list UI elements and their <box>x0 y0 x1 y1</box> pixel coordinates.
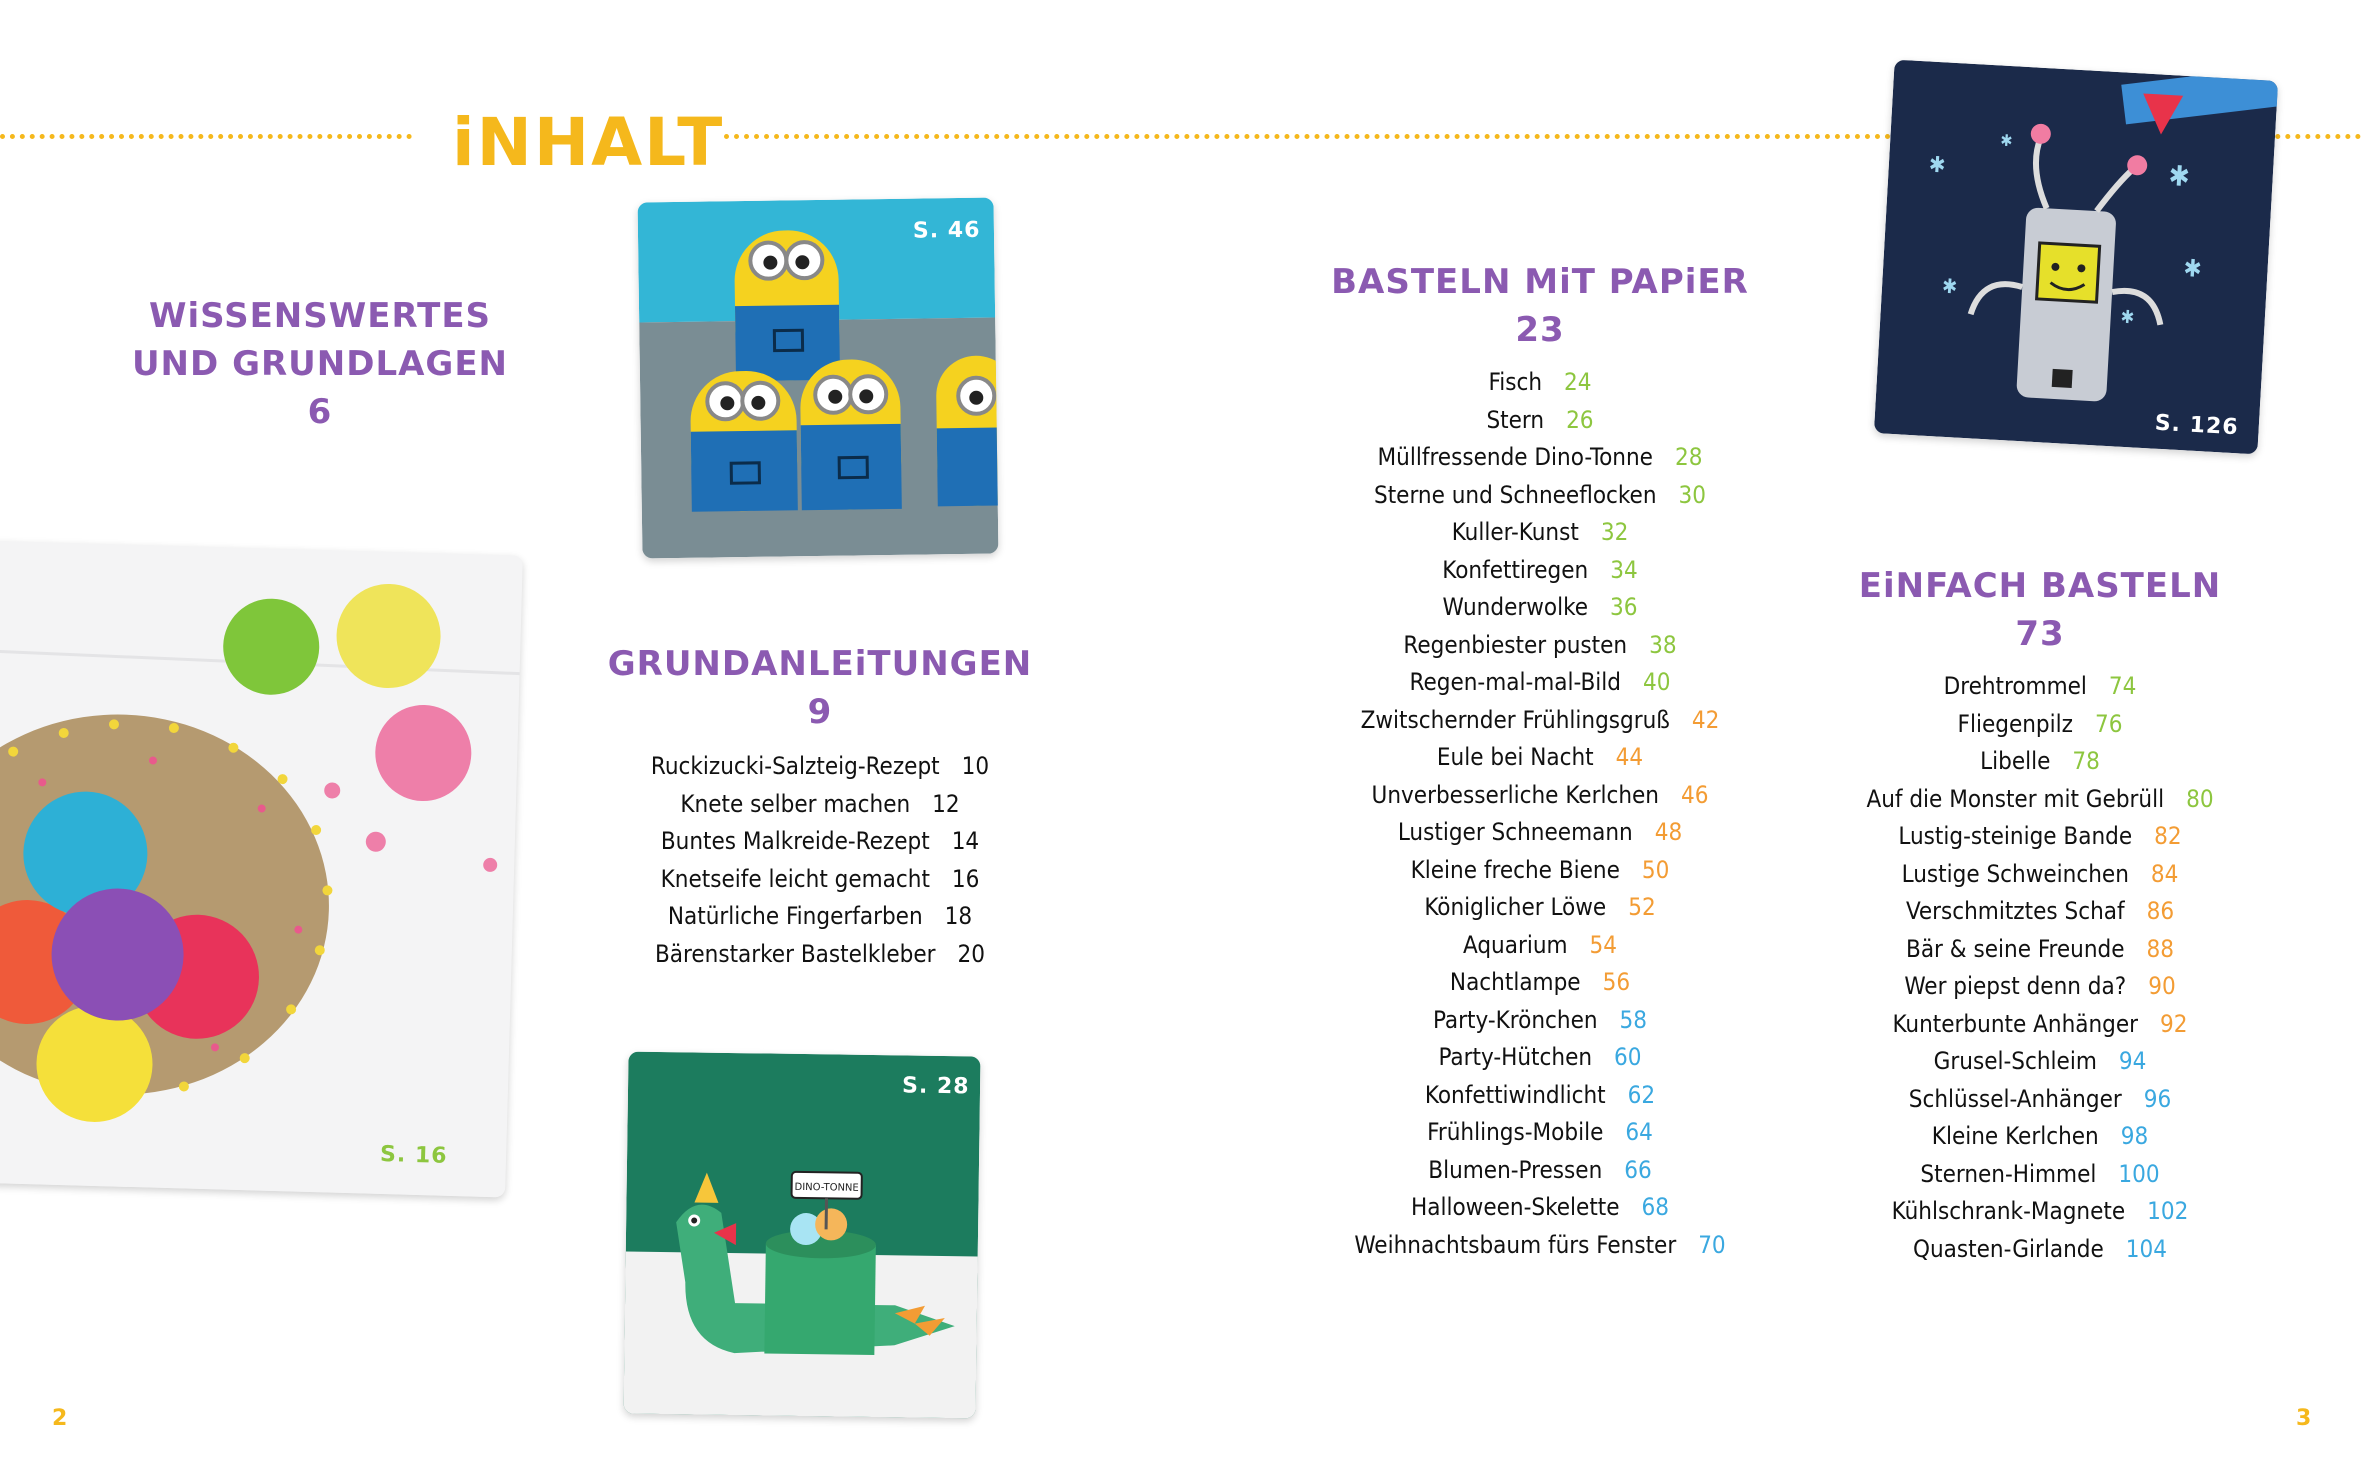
toc-entry <box>1840 968 2240 1006</box>
toc-entry <box>1840 1156 2240 1194</box>
toc-entry-label: Müllfressende Dino-Tonne <box>1377 443 1653 471</box>
toc-entry-label: Party-Hütchen <box>1438 1043 1593 1071</box>
photo-dough <box>0 541 523 1198</box>
toc-entry <box>1320 1114 1760 1152</box>
toc-entry-label: Weihnachtsbaum fürs Fenster <box>1354 1230 1677 1259</box>
toc-entry-label: Wunderwolke <box>1442 593 1589 621</box>
toc-entry <box>1320 702 1760 740</box>
toc-entry-page: 58 <box>1619 1005 1648 1034</box>
toc-entry <box>1840 893 2240 931</box>
toc-entry-page: 38 <box>1649 630 1677 659</box>
toc-entry-label: Quasten-Girlande <box>1913 1234 2104 1263</box>
toc-entry-page: 82 <box>2154 822 2182 850</box>
section-papier-heading <box>1320 258 1760 354</box>
toc-entry-page: 28 <box>1674 443 1703 471</box>
toc-entry-page: 48 <box>1654 818 1683 846</box>
toc-entry-label: Lustige Schweinchen <box>1901 859 2129 888</box>
toc-entry <box>1840 1006 2240 1044</box>
toc-entry-label: Konfettiregen <box>1442 555 1589 584</box>
toc-entry-page: 76 <box>2094 709 2123 738</box>
dino-sign-text: DINO-TONNE <box>794 1181 859 1194</box>
star-glyph: ✱ <box>2120 306 2135 329</box>
toc-entry <box>1320 1002 1760 1040</box>
section-einfach-list <box>1840 668 2240 1268</box>
toc-entry <box>620 898 1020 936</box>
toc-entry-label: Libelle <box>1980 747 2051 775</box>
toc-entry <box>620 861 1020 899</box>
dotted-rule-left <box>0 134 412 139</box>
toc-entry-label: Zwitschernder Frühlingsgruß <box>1360 705 1670 734</box>
star-glyph: ✱ <box>2167 159 2191 194</box>
photo-robot <box>1874 60 2278 455</box>
minions-illustration <box>638 198 999 559</box>
toc-entry-page: 66 <box>1624 1155 1652 1184</box>
toc-entry-page: 10 <box>961 752 990 780</box>
toc-entry-page: 42 <box>1691 705 1720 734</box>
toc-entry <box>1320 364 1760 402</box>
dino-illustration <box>623 1052 980 1419</box>
toc-entry-label: Party-Krönchen <box>1432 1005 1598 1034</box>
toc-entry <box>1320 477 1760 515</box>
toc-entry <box>1320 552 1760 590</box>
toc-entry-page: 62 <box>1627 1080 1656 1109</box>
toc-entry <box>1320 1152 1760 1190</box>
toc-entry-label: Kühlschrank-Magnete <box>1891 1197 2126 1225</box>
star-glyph: ✱ <box>1941 273 1958 299</box>
toc-entry-page: 26 <box>1566 405 1594 434</box>
toc-entry <box>1320 514 1760 552</box>
toc-entry-label: Konfettiwindlicht <box>1424 1080 1606 1109</box>
toc-entry-page: 14 <box>951 827 980 856</box>
toc-entry-label: Bär & seine Freunde <box>1906 934 2125 963</box>
photo-dino <box>623 1052 980 1419</box>
toc-entry-label: Schlüssel-Anhänger <box>1908 1084 2122 1113</box>
toc-entry-page: 86 <box>2146 897 2175 925</box>
toc-entry-page: 44 <box>1615 743 1644 771</box>
toc-entry-label: Wer piepst denn da? <box>1904 972 2127 1000</box>
toc-entry-page: 64 <box>1625 1118 1653 1146</box>
robot-illustration <box>1874 60 2278 455</box>
toc-entry <box>1840 781 2240 819</box>
toc-entry-label: Kleine freche Biene <box>1410 855 1620 884</box>
toc-entry <box>1320 664 1760 702</box>
toc-entry-label: Kleine Kerlchen <box>1931 1122 2099 1150</box>
toc-entry <box>1320 627 1760 665</box>
toc-entry-page: 84 <box>2150 859 2179 888</box>
toc-entry-page: 32 <box>1600 518 1629 546</box>
section-papier-page: 23 <box>1515 310 1565 350</box>
toc-entry-page: 104 <box>2125 1234 2167 1263</box>
toc-entry-label: Drehtrommel <box>1943 672 2087 700</box>
toc-entry-page: 102 <box>2147 1197 2189 1225</box>
toc-entry <box>620 936 1020 974</box>
toc-entry-label: Lustiger Schneemann <box>1397 818 1633 846</box>
toc-entry-label: Knetseife leicht gemacht <box>660 864 930 893</box>
toc-entry-label: Regenbiester pusten <box>1403 630 1628 659</box>
toc-entry-label: Frühlings-Mobile <box>1427 1118 1604 1146</box>
toc-entry <box>1840 931 2240 969</box>
toc-entry-label: Stern <box>1486 405 1545 434</box>
toc-entry-label: Sternen-Himmel <box>1920 1159 2097 1188</box>
toc-entry-page: 30 <box>1678 480 1706 509</box>
toc-entry <box>1320 589 1760 627</box>
toc-entry-page: 100 <box>2118 1159 2160 1188</box>
toc-entry-page: 88 <box>2146 934 2174 963</box>
toc-entry-label: Ruckizucki-Salzteig-Rezept <box>650 752 940 780</box>
section-wissenswertes-line1: WiSSENSWERTES <box>148 296 492 336</box>
toc-entry-page: 36 <box>1610 593 1638 621</box>
toc-entry <box>1840 856 2240 894</box>
page-number-right: 3 <box>2296 1406 2312 1431</box>
toc-entry <box>1840 706 2240 744</box>
toc-entry-label: Grusel-Schleim <box>1933 1047 2097 1075</box>
toc-entry <box>1320 964 1760 1002</box>
section-papier-list <box>1320 364 1760 1264</box>
toc-entry-label: Lustig-steinige Bande <box>1898 822 2133 850</box>
toc-entry <box>620 748 1020 786</box>
toc-entry <box>620 823 1020 861</box>
toc-entry <box>1320 1189 1760 1227</box>
toc-entry-page: 52 <box>1628 893 1656 921</box>
toc-entry-label: Nachtlampe <box>1449 968 1581 996</box>
star-glyph: ✱ <box>1928 152 1947 179</box>
toc-entry-page: 92 <box>2160 1009 2188 1038</box>
photo-dino-label: S. 28 <box>901 1073 970 1100</box>
toc-entry-page: 78 <box>2072 747 2100 775</box>
photo-dough-label: S. 16 <box>379 1141 448 1169</box>
toc-entry-label: Blumen-Pressen <box>1428 1155 1603 1184</box>
section-einfach-heading <box>1840 562 2240 658</box>
page-title: iNHALT <box>452 104 725 181</box>
toc-entry-page: 34 <box>1610 555 1638 584</box>
photo-minions <box>638 198 999 559</box>
section-wissenswertes-line2: UND GRUNDLAGEN <box>131 344 509 384</box>
toc-entry-label: Verschmitztes Schaf <box>1905 897 2125 925</box>
toc-entry-label: Eule bei Nacht <box>1436 743 1594 771</box>
toc-entry-label: Unverbesserliche Kerlchen <box>1371 780 1659 809</box>
toc-entry <box>1840 743 2240 781</box>
toc-entry-page: 16 <box>951 864 980 893</box>
toc-entry-label: Kunterbunte Anhänger <box>1892 1009 2139 1038</box>
section-einfach-title: EiNFACH BASTELN <box>1858 566 2222 606</box>
toc-entry-label: Fisch <box>1488 368 1542 396</box>
section-papier-title: BASTELN MiT PAPiER <box>1331 262 1749 302</box>
toc-entry-page: 40 <box>1643 668 1671 696</box>
section-einfach-page: 73 <box>2015 614 2065 654</box>
toc-entry-label: Kuller-Kunst <box>1451 518 1579 546</box>
section-grund-list <box>620 748 1020 974</box>
toc-entry-page: 98 <box>2120 1122 2149 1150</box>
toc-entry <box>1320 889 1760 927</box>
toc-entry-page: 90 <box>2148 972 2176 1000</box>
toc-entry <box>1840 1081 2240 1119</box>
toc-entry <box>620 786 1020 824</box>
toc-entry-page: 50 <box>1641 855 1670 884</box>
star-glyph: ✱ <box>1999 130 2013 151</box>
toc-entry-label: Knete selber machen <box>680 789 911 818</box>
toc-entry <box>1320 402 1760 440</box>
toc-entry-label: Natürliche Fingerfarben <box>667 902 923 931</box>
toc-entry-page: 18 <box>944 902 973 931</box>
toc-entry-page: 12 <box>932 789 960 818</box>
toc-entry <box>1320 739 1760 777</box>
page-number-left: 2 <box>52 1406 68 1431</box>
toc-entry <box>1320 1227 1760 1265</box>
toc-entry-page: 54 <box>1589 930 1618 959</box>
toc-entry <box>1840 1231 2240 1269</box>
toc-entry-label: Regen-mal-mal-Bild <box>1409 668 1621 696</box>
toc-entry <box>1840 1193 2240 1231</box>
photo-robot-label: S. 126 <box>2154 410 2240 441</box>
toc-entry <box>1840 1118 2240 1156</box>
toc-entry-label: Auf die Monster mit Gebrüll <box>1866 784 2165 813</box>
toc-entry-label: Buntes Malkreide-Rezept <box>660 827 930 856</box>
toc-entry <box>1320 439 1760 477</box>
toc-entry-page: 96 <box>2143 1084 2172 1113</box>
toc-entry-page: 70 <box>1698 1230 1726 1259</box>
star-glyph: ✱ <box>2182 254 2203 284</box>
photo-minions-label: S. 46 <box>912 217 981 244</box>
section-grund-title: GRUNDANLEiTUNGEN <box>607 644 1033 684</box>
toc-entry-page: 20 <box>957 939 985 968</box>
toc-entry <box>1320 814 1760 852</box>
toc-entry <box>1840 818 2240 856</box>
toc-entry-label: Aquarium <box>1462 930 1568 959</box>
dough-illustration <box>0 541 523 1198</box>
section-grund-heading <box>600 640 1040 736</box>
toc-entry <box>1320 852 1760 890</box>
toc-entry-label: Halloween-Skelette <box>1410 1193 1620 1221</box>
toc-entry-page: 80 <box>2186 784 2214 813</box>
toc-entry <box>1320 777 1760 815</box>
toc-entry <box>1840 1043 2240 1081</box>
toc-entry-page: 24 <box>1564 368 1592 396</box>
toc-entry <box>1320 1077 1760 1115</box>
toc-entry-page: 68 <box>1641 1193 1669 1221</box>
toc-entry-page: 56 <box>1602 968 1631 996</box>
toc-entry-page: 94 <box>2118 1047 2147 1075</box>
toc-entry-page: 46 <box>1680 780 1709 809</box>
section-grund-page: 9 <box>807 692 833 732</box>
section-wissenswertes-page: 6 <box>307 392 333 432</box>
toc-entry <box>1840 668 2240 706</box>
toc-entry-label: Sterne und Schneeflocken <box>1374 480 1657 509</box>
toc-entry-page: 74 <box>2108 672 2137 700</box>
toc-entry-label: Königlicher Löwe <box>1424 893 1607 921</box>
toc-entry-label: Fliegenpilz <box>1957 709 2073 738</box>
toc-entry-page: 60 <box>1614 1043 1642 1071</box>
toc-entry <box>1320 1039 1760 1077</box>
toc-entry <box>1320 927 1760 965</box>
section-wissenswertes-heading <box>120 292 520 436</box>
toc-entry-label: Bärenstarker Bastelkleber <box>654 939 936 968</box>
